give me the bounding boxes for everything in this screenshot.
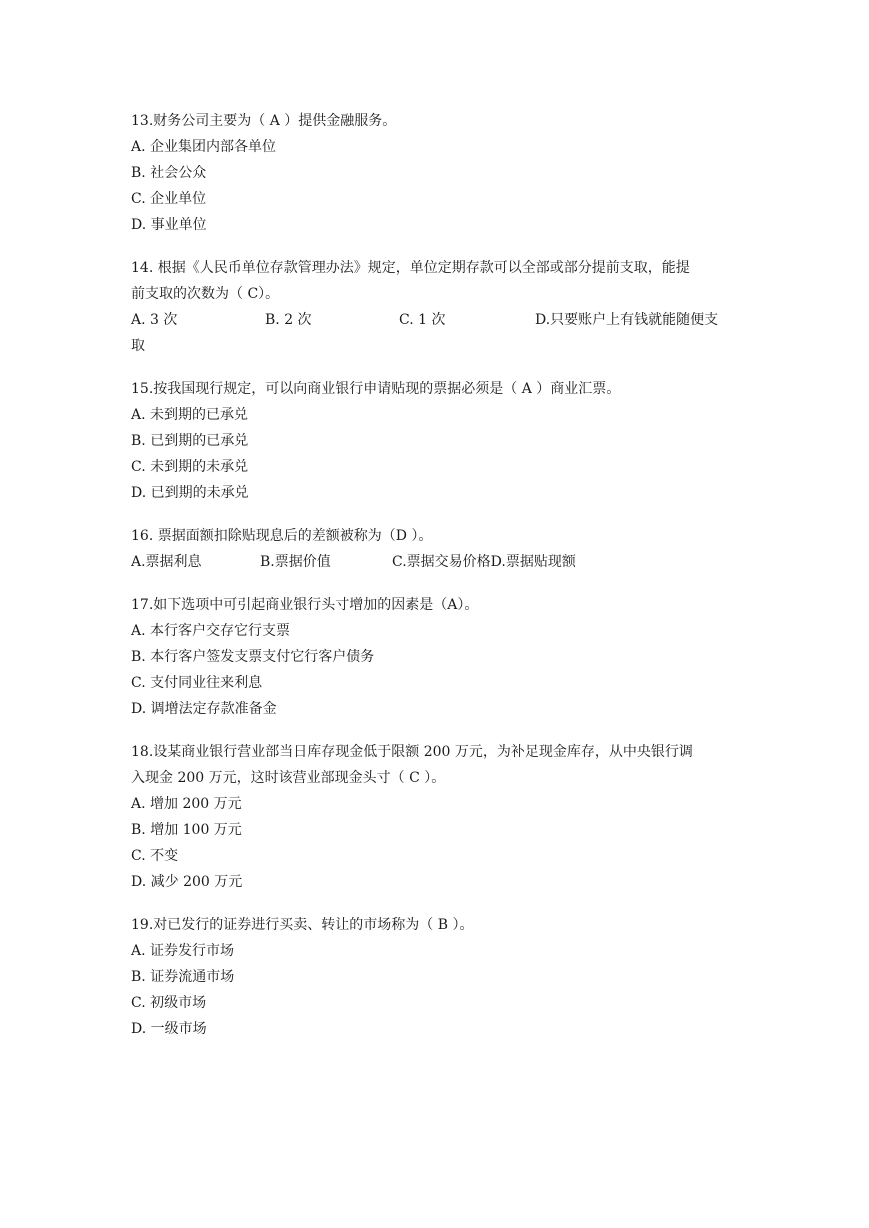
question-stem: 19.对已发行的证券进行买卖、转让的市场称为（ B ）。: [131, 917, 474, 933]
question-stem-line-2: 前支取的次数为（ C）。: [131, 286, 280, 302]
options-row: [131, 549, 741, 575]
question-16: [131, 523, 741, 575]
document-page: [131, 108, 741, 1059]
option-d: D.票据贴现额: [490, 554, 576, 570]
option-a: A.票据利息: [131, 554, 202, 570]
option-d: D. 调增法定存款准备金: [131, 701, 277, 717]
option-b: B. 本行客户签发支票支付它行客户债务: [131, 649, 375, 665]
question-stem: 13.财务公司主要为（ A ）提供金融服务。: [131, 113, 397, 129]
option-c: C. 初级市场: [131, 995, 207, 1011]
option-b: B. 增加 100 万元: [131, 822, 242, 838]
option-b: B.票据价值: [260, 554, 331, 570]
question-stem: 15.按我国现行规定，可以向商业银行申请贴现的票据必须是（ A ）商业汇票。: [131, 381, 621, 397]
option-d: D. 事业单位: [131, 217, 207, 233]
option-d: D. 减少 200 万元: [131, 874, 243, 890]
option-b: B. 证券流通市场: [131, 969, 235, 985]
option-d-continued: 取: [131, 338, 145, 354]
option-d: D. 一级市场: [131, 1021, 207, 1037]
option-a: A. 本行客户交存它行支票: [131, 623, 291, 639]
option-c: C. 未到期的未承兑: [131, 459, 249, 475]
option-c: C. 企业单位: [131, 191, 207, 207]
option-b: B. 已到期的已承兑: [131, 433, 249, 449]
question-stem: 16. 票据面额扣除贴现息后的差额被称为（D ）。: [131, 528, 433, 544]
question-14: [131, 255, 741, 359]
option-b: B. 社会公众: [131, 165, 207, 181]
question-15: [131, 376, 741, 506]
question-stem-line-1: 18.设某商业银行营业部当日库存现金低于限额 200 万元，为补足现金库存，从中央银行调: [131, 744, 693, 760]
option-d: D.只要账户上有钱就能随便支: [535, 312, 719, 328]
question-stem-line-1: 14. 根据《人民币单位存款管理办法》规定，单位定期存款可以全部或部分提前支取，能提: [131, 260, 690, 276]
option-c: C. 不变: [131, 848, 179, 864]
option-a: A. 证券发行市场: [131, 943, 235, 959]
question-stem-line-2: 入现金 200 万元，这时该营业部现金头寸（ C ）。: [131, 770, 446, 786]
question-stem: 17.如下选项中可引起商业银行头寸增加的因素是（A）。: [131, 597, 479, 613]
question-17: [131, 592, 741, 722]
question-18: [131, 739, 741, 895]
option-a: A. 3 次: [131, 312, 178, 328]
options-row: [131, 307, 741, 333]
option-b: B. 2 次: [265, 312, 312, 328]
option-c: C. 支付同业往来利息: [131, 675, 263, 691]
option-a: A. 增加 200 万元: [131, 796, 242, 812]
option-a: A. 未到期的已承兑: [131, 407, 249, 423]
option-c: C. 1 次: [399, 312, 446, 328]
question-19: [131, 912, 741, 1042]
option-d: D. 已到期的未承兑: [131, 485, 249, 501]
question-13: [131, 108, 741, 238]
option-c: C.票据交易价格: [392, 554, 491, 570]
option-a: A. 企业集团内部各单位: [131, 139, 277, 155]
